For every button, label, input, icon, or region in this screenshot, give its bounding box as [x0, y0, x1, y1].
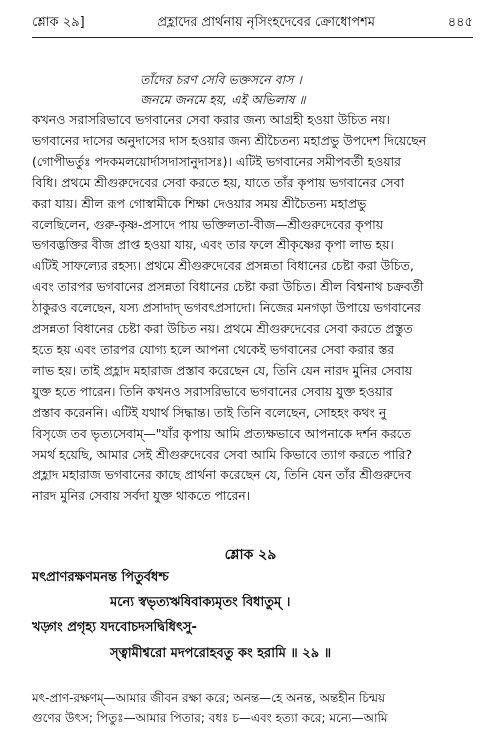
sanskrit-line: মন্যে স্বভৃত্যঋষিবাক্যমৃতং বিধাতুম্ ।	[110, 595, 291, 610]
body-line: করা যায়। শ্রীল রূপ গোস্বামীকে শিক্ষা দেওয়ার সময় শ্রীচৈতন্য মহাপ্রভু	[32, 195, 367, 211]
header-chapter-title: প্রহ্লাদের প্রার্থনায় নৃসিংহদেবের ক্রোধোপশম	[157, 15, 375, 30]
body-line: বিসৃজে তব ভৃত্যসেবাম্—"যাঁর কৃপায় আমি প্রত্যক্ষভাবে আপনাকে দর্শন করতে	[32, 425, 411, 441]
body-line: বলেছিলেন, গুরু-কৃষ্ণ-প্রসাদে পায় ভক্তিলতা-বীজ—শ্রীগুরুদেবের কৃপায়	[32, 216, 384, 232]
body-line: (গোপীভর্তুঃ পদকমলয়োর্দাসদাসানুদাসঃ)। এটিই ভগবানের সমীপবর্তী হওয়ার	[32, 153, 401, 169]
word-for-word-gloss	[32, 688, 472, 728]
sanskrit-line: মৎপ্রাণরক্ষণমনন্ত পিতুর্বধশ্চ	[32, 570, 169, 585]
purport-paragraph	[32, 110, 472, 507]
body-line: হতে হয় এবং তারপর যোগ্য হলে আপনা থেকেই ভগবানের সেবা করার স্তর	[32, 341, 395, 357]
sanskrit-line: স্ত্বামীশ্বরো মদপরোহবতু কং হরামি ॥ ২৯ ॥	[110, 646, 332, 661]
body-line: ঠাকুরও বলেছেন, যস্য প্রসাদাদ্ ভগবৎপ্রসাদো। নিজের মনগড়া উপায়ে ভগবানের	[32, 300, 421, 316]
body-line: প্রসন্নতা বিধানের চেষ্টা করা উচিত নয়। প্রথমে শ্রীগুরুদেবের সেবা করতে প্রস্তুত	[32, 321, 413, 337]
header-verse-ref: শ্লোক ২৯]	[32, 15, 85, 30]
body-line: সমর্থ হয়েছি, আমার সেই শ্রীগুরুদেবের সেবা আমি কিভাবে ত্যাগ করতে পারি?	[32, 446, 413, 462]
body-line: যুক্ত হতে পারেন। তিনি কখনও সরাসরিভাবে ভগবানের সেবায় যুক্ত হওয়ার	[32, 383, 393, 399]
page-number: ৪৪৫	[447, 15, 473, 30]
body-line: লাভ হয়। তাই প্রহ্লাদ মহারাজ প্রস্তাব করেছেন যে, তিনি যেন নারদ মুনির সেবায়	[32, 362, 413, 378]
sanskrit-line: খড়্গং প্রগৃহ্য যদবোচদসদ্বিধিৎসু-	[32, 620, 197, 635]
gloss-line: গুণের উৎস; পিতুঃ—আমার পিতার; বধঃ চ—এবং হত্যা করে; মন্যে—আমি	[32, 711, 388, 725]
body-line: নারদ মুনির সেবায় সর্বদা যুক্ত থাকতে পারেন।	[32, 488, 251, 504]
body-line: এবং তারপর ভগবানের প্রসন্নতা বিধানের চেষ্টা করা উচিত। শ্রীল বিশ্বনাথ চক্রবর্তী	[32, 279, 424, 295]
body-line: ভগবানের দাসের অনুদাসের দাস হওয়ার জন্য শ্রীচৈতন্য মহাপ্রভু উপদেশ দিয়েছেন	[32, 132, 427, 148]
body-line: বিধি। প্রথমে শ্রীগুরুদেবের সেবা করতে হয়, যাতে তাঁর কৃপায় ভগবানের সেবা	[32, 174, 405, 190]
quoted-verse-line: তাঁদের চরণ সেবি ভক্তসনে বাস ।	[140, 72, 302, 87]
body-line: এটিই সাফল্যের রহস্য। প্রথমে শ্রীগুরুদেবের প্রসন্নতা বিধানের চেষ্টা করা উচিত,	[32, 258, 414, 274]
running-header	[32, 12, 473, 38]
quoted-verse	[140, 70, 306, 110]
gloss-line: মৎ-প্রাণ-রক্ষণম্—আমার জীবন রক্ষা করে; অনন্ত—হে অনন্ত, অন্তহীন চিন্ময়	[32, 691, 386, 705]
sloka-heading: শ্লোক ২৯	[224, 547, 277, 563]
body-line: প্রহ্লাদ মহারাজ ভগবানের কাছে প্রার্থনা করেছেন যে, তিনি যেন তাঁর শ্রীগুরুদেব	[32, 467, 412, 483]
quoted-verse-line: জনমে জনমে হয়, এই অভিলাষ ॥	[140, 92, 306, 107]
body-line: ভগবদ্ভক্তির বীজ প্রাপ্ত হওয়া যায়, এবং তার ফলে শ্রীকৃষ্ণের কৃপা লাভ হয়।	[32, 237, 394, 253]
body-line: প্রস্তাব করেননি। এটিই যথার্থ সিদ্ধান্ত। তাই তিনি বলেছেন, সোহহং কথং নু	[32, 404, 387, 420]
body-line: কখনও সরাসরিভাবে ভগবানের সেবা করার জন্য আগ্রহী হওয়া উচিত নয়।	[32, 112, 390, 127]
